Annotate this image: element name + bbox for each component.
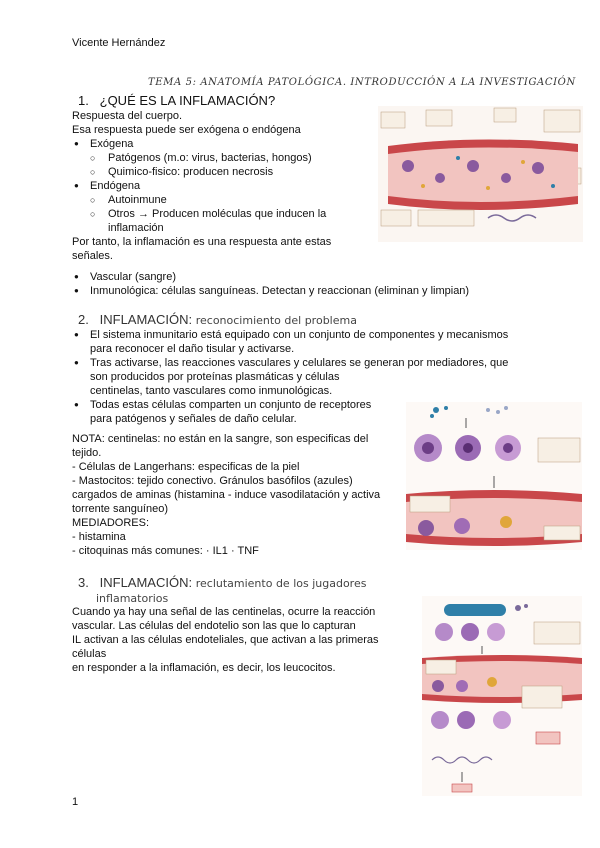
note-line: torrente sanguíneo) xyxy=(72,503,169,515)
section2-title-main: INFLAMACIÓN: xyxy=(99,312,193,327)
note-line: - Células de Langerhans: especificas de la piel xyxy=(72,461,300,473)
text-line: IL activan a las células endoteliales, que activan a las primeras células xyxy=(72,634,379,660)
text-line: Por tanto, la inflamación es una respuesta ante estas xyxy=(72,236,332,248)
section3-number: 3. xyxy=(78,575,89,590)
text-line: para reconocer el daño tisular y activarse. xyxy=(90,343,295,355)
section3-title-rest2: inflamatorios xyxy=(96,592,169,605)
list-item-endogena: ● Endógena xyxy=(72,179,372,193)
text-line: ● Todas estas células comparten un conjunto de receptores xyxy=(90,399,372,411)
section1-title: ¿QUÉ ES LA INFLAMACIÓN? xyxy=(99,93,276,108)
section3-heading xyxy=(78,575,366,590)
note-line: tejido. xyxy=(72,447,102,459)
section2-heading xyxy=(78,312,357,327)
sub-item: ○ Autoinmune xyxy=(72,193,372,207)
section3-title-rest: reclutamiento de los jugadores xyxy=(195,577,367,590)
sub-item: ○ Quimico-fisico: producen necrosis xyxy=(72,165,372,179)
section2-number: 2. xyxy=(78,312,89,327)
text-line: centinelas, tanto vasculares como inmunológicas. xyxy=(90,385,333,397)
list-item: ● Vascular (sangre) xyxy=(72,270,532,284)
document-title: TEMA 5: ANATOMÍA PATOLÓGICA. INTRODUCCIÓN A LA INVESTIGACIÓN xyxy=(148,77,576,88)
section1-bullets xyxy=(72,270,532,298)
text-line: son producidos por proteínas plasmáticas y células xyxy=(90,371,340,383)
sub-item: ○ Patógenos (m.o: virus, bacterias, hongos) xyxy=(72,151,372,165)
note-line: - citoquinas más comunes: · IL1 · TNF xyxy=(72,545,259,557)
vessel-figure xyxy=(378,106,583,242)
list-item xyxy=(72,328,542,356)
section1-body xyxy=(72,109,372,263)
note-line: MEDIADORES: xyxy=(72,517,150,529)
section1-number: 1. xyxy=(78,93,89,108)
list-item-exogena: ● Exógena xyxy=(72,137,372,151)
list-item: ● Inmunológica: células sanguíneas. Detectan y reaccionan (eliminan y limpian) xyxy=(72,284,532,298)
note-line: - Mastocitos: tejido conectivo. Gránulos basófilos (azules) xyxy=(72,475,353,487)
section3-title-main: INFLAMACIÓN: xyxy=(99,575,193,590)
text-line: en responder a la inflamación, es decir, los leucocitos. xyxy=(72,662,336,674)
sub-item: ○ Otros → Producen moléculas que inducen la xyxy=(72,207,372,221)
section3-body xyxy=(72,605,412,675)
text-line: Cuando ya hay una señal de las centinelas, ocurre la reacción xyxy=(72,606,376,618)
list-item xyxy=(72,356,542,398)
text-line: Respuesta del cuerpo. xyxy=(72,110,183,122)
note-line: - histamina xyxy=(72,531,126,543)
sentinel-cells-figure xyxy=(406,402,582,550)
section1-heading xyxy=(78,93,275,108)
text-line: para patógenos y señales de daño celular. xyxy=(90,413,297,425)
note-line: NOTA: centinelas: no están en la sangre, son especificas del xyxy=(72,433,369,445)
text-line: Esa respuesta puede ser exógena o endógena xyxy=(72,124,301,136)
sub-item-cont: inflamación xyxy=(108,222,164,234)
text-line: ● El sistema inmunitario está equipado con un conjunto de componentes y mecanismos xyxy=(90,329,509,341)
text-line: vascular. Las células del endotelio son las que lo capturan xyxy=(72,620,356,632)
section2-notes xyxy=(72,432,392,558)
note-line: cargados de aminas (histamina - induce vasodilatación y activa xyxy=(72,489,381,501)
recruitment-figure xyxy=(422,596,582,796)
author-name: Vicente Hernández xyxy=(72,37,166,49)
text-line: ● Tras activarse, las reacciones vasculares y celulares se generan por mediadores, que xyxy=(90,357,509,369)
page-number: 1 xyxy=(72,796,79,808)
section2-title-rest: reconocimiento del problema xyxy=(195,314,357,327)
text-line: señales. xyxy=(72,250,113,262)
